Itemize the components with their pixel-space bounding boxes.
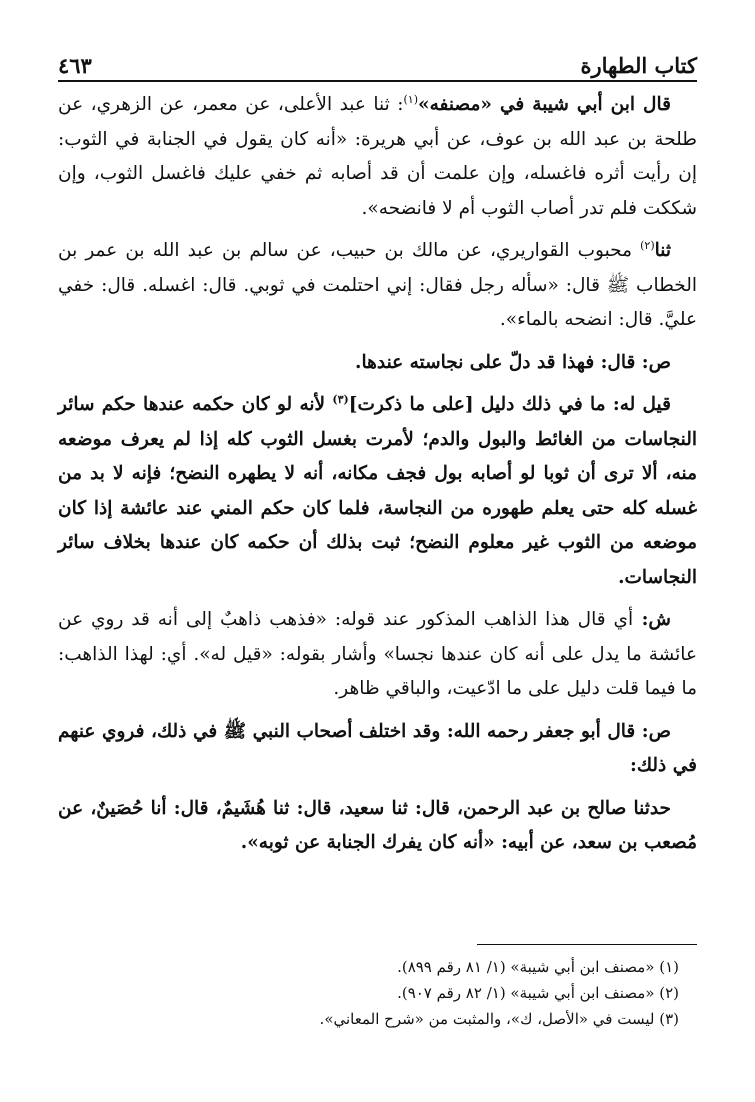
paragraph-marker: ش: xyxy=(633,609,671,630)
chapter-title: كتاب الطهارة xyxy=(580,53,697,78)
paragraph xyxy=(58,603,697,707)
paragraph xyxy=(58,234,697,338)
text-segment: محبوب القواريري، عن مالك بن حبيب، عن سالم بن عبد الله بن عمر بن الخطاب ﷺ قال: «سأله رجل فقال: إني احتلمت في ثوبي. قال: اغسله. قال: خفي عليَّ. قال: انضحه بالماء». xyxy=(58,240,697,330)
footnote-ref: (٣) xyxy=(332,392,349,406)
text-segment: قال: فهذا قد دلّ على نجاسته عندها. xyxy=(355,351,636,373)
paragraph xyxy=(58,792,697,861)
paragraph xyxy=(58,346,697,381)
text-segment: قال أبو جعفر رحمه الله: وقد اختلف أصحاب النبي ﷺ في ذلك، فروي عنهم في ذلك: xyxy=(58,720,697,776)
footnote-divider xyxy=(477,944,697,945)
page-number: ٤٦٣ xyxy=(58,53,92,78)
header-divider xyxy=(58,80,697,82)
text-segment: قال ابن أبي شيبة في «مصنفه» xyxy=(418,94,671,115)
text-segment: ثنا xyxy=(654,240,671,261)
footnote-ref: (٢) xyxy=(640,238,655,252)
footnote: (٢) «مصنف ابن أبي شيبة» (١/ ٨٢ رقم ٩٠٧). xyxy=(397,984,679,1002)
main-text xyxy=(58,88,697,869)
paragraph-marker: ص: xyxy=(635,720,672,742)
text-segment: قيل له: ما في ذلك دليل [على ما ذكرت] xyxy=(348,394,671,415)
paragraph xyxy=(58,388,697,595)
paragraph xyxy=(58,88,697,226)
text-segment: لأنه لو كان حكمه عندها حكم سائر النجاسات من الغائط والبول والدم؛ لأمرت بغسل الثوب كله إذا لم يعرف موضعه منه، ألا ترى أن ثوبا لو أصابه بول فجف مكانه، أنه لا يطهره النضح؛ فإنه لا بد من غسله كله حتى يعلم طهوره من النجاسة، فلما كان حكم المني عند عائشة إذا كان موضعه من الثوب غير معلوم النضح؛ ثبت بذلك أن حكمه كان عندها بخلاف سائر النجاسات. xyxy=(58,394,697,588)
text-segment: : ثنا عبد الأعلى، عن معمر، عن الزهري، عن طلحة بن عبد الله بن عوف، عن أبي هريرة: «أنه كان يقول في الجنابة في الثوب: إن رأيت أثره فاغسله، وإن علمت أن قد أصابه ثم خفي عليك فاغسل الثوب، وإن شككت فلم تدر أصاب الثوب أم لا فانضحه». xyxy=(58,94,697,219)
footnote: (١) «مصنف ابن أبي شيبة» (١/ ٨١ رقم ٨٩٩). xyxy=(397,958,679,976)
footnote: (٣) ليست في «الأصل، ك»، والمثبت من «شرح المعاني». xyxy=(319,1010,679,1028)
text-segment: حدثنا صالح بن عبد الرحمن، قال: ثنا سعيد، قال: ثنا هُشَيمٌ، قال: أنا حُصَينٌ، عن مُصعب بن سعد، عن أبيه: «أنه كان يفرك الجنابة عن ثوبه». xyxy=(58,797,697,853)
footnote-ref: (١) xyxy=(403,92,418,106)
paragraph xyxy=(58,715,697,784)
footnotes xyxy=(58,954,697,1032)
running-header xyxy=(58,38,697,78)
text-segment: أي قال هذا الذاهب المذكور عند قوله: «فذهب ذاهبٌ إلى أنه قد روي عن عائشة ما يدل على أنه كان عندها نجسا» وأشار بقوله: «قيل له». أي: لهذا الذاهب: ما فيما قلت دليل على ما ادّعيت، والباقي ظاهر. xyxy=(58,609,697,699)
paragraph-marker: ص: xyxy=(635,351,671,373)
